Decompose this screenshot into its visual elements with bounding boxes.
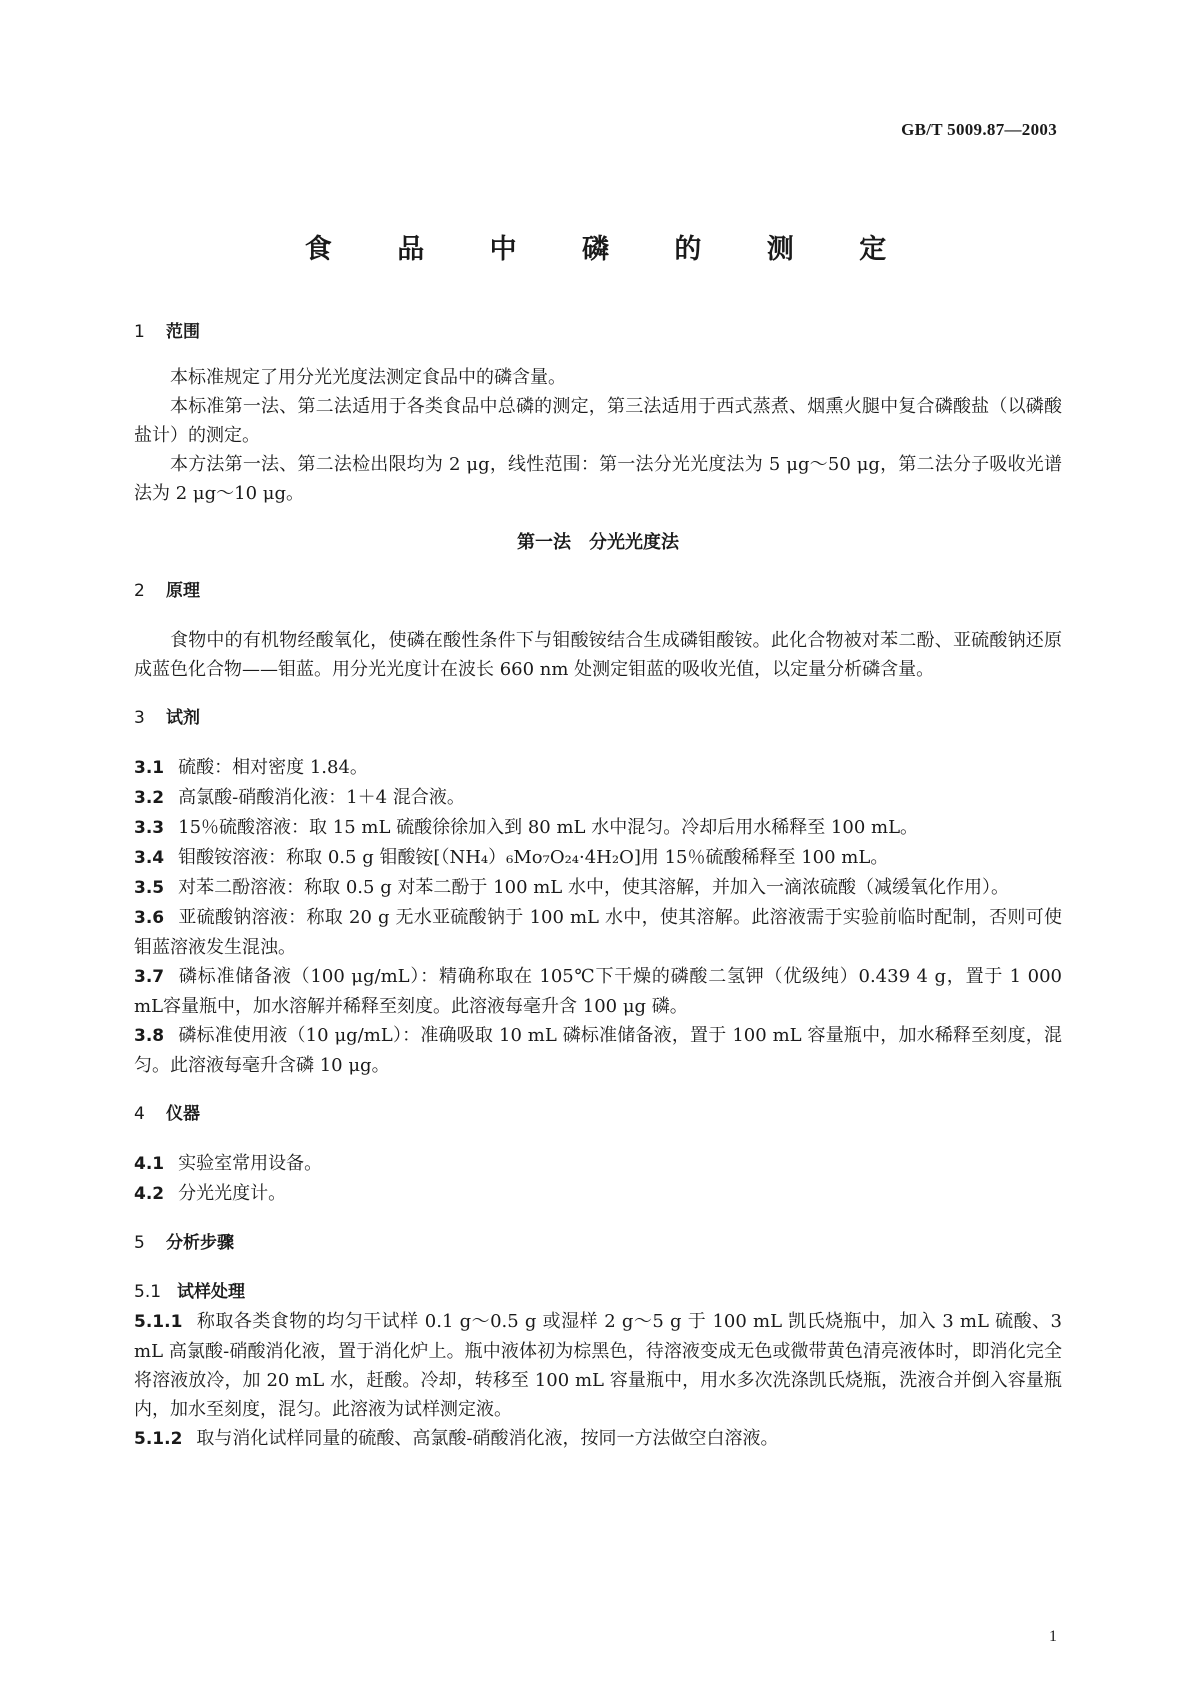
page-number: 1: [1049, 1628, 1057, 1645]
section-1-heading: 1 范围: [134, 322, 200, 342]
procedure-item: 5.1.1 称取各类食物的均匀干试样 0.1 g～0.5 g 或湿样 2 g～5 g 于 100 mL 凯氏烧瓶中，加入 3 mL 硫酸、3 mL 高氯酸-硝酸消化液，置于消化炉上。瓶中液体初为棕黑色，待溶液变成无色或微带黄色清亮液体时，即消化完全将溶液放冷，加 20 mL 水，赶酸。冷却，转移至 100 mL 容量瓶中，用水多次洗涤凯氏烧瓶，洗液合并倒入容量瓶内，加水至刻度，混匀。此溶液为试样测定液。: [134, 1311, 1062, 1420]
section-2-para-1: 食物中的有机物经酸氧化，使磷在酸性条件下与钼酸铵结合生成磷钼酸铵。此化合物被对苯二酚、亚硫酸钠还原成蓝色化合物——钼蓝。用分光光度计在波长 660 nm 处测定钼蓝的吸收光值，以定量分析磷含量。: [134, 630, 1062, 680]
section-3-heading: 3 试剂: [134, 708, 200, 728]
section-1-para-2: 本标准第一法、第二法适用于各类食品中总磷的测定，第三法适用于西式蒸煮、烟熏火腿中复合磷酸盐（以磷酸盐计）的测定。: [134, 396, 1062, 446]
reagent-item: 3.8 磷标准使用液（10 μg/mL）：准确吸取 10 mL 磷标准储备液，置于 100 mL 容量瓶中，加水稀释至刻度，混匀。此溶液每毫升含磷 10 μg。: [134, 1025, 1062, 1076]
reagent-item: 3.7 磷标准储备液（100 μg/mL）：精确称取在 105℃下干燥的磷酸二氢钾（优级纯）0.439 4 g，置于 1 000 mL容量瓶中，加水溶解并稀释至刻度。此溶液每毫升含 100 μg 磷。: [134, 966, 1062, 1017]
instrument-item: 4.1 实验室常用设备。: [134, 1153, 323, 1174]
section-4-heading: 4 仪器: [134, 1104, 200, 1124]
method-1-heading: 第一法 分光光度法: [517, 532, 679, 553]
instrument-item: 4.2 分光光度计。: [134, 1183, 287, 1204]
subsection-5-1-heading: 5.1 试样处理: [134, 1282, 246, 1302]
section-5-heading: 5 分析步骤: [134, 1233, 234, 1253]
reagent-item: 3.6 亚硫酸钠溶液：称取 20 g 无水亚硫酸钠于 100 mL 水中，使其溶解。此溶液需于实验前临时配制，否则可使钼蓝溶液发生混浊。: [134, 907, 1062, 958]
reagent-item: 3.5 对苯二酚溶液：称取 0.5 g 对苯二酚于 100 mL 水中，使其溶解，并加入一滴浓硫酸（减缓氧化作用）。: [134, 877, 1009, 898]
section-2-heading: 2 原理: [134, 581, 200, 601]
section-1-para-3: 本方法第一法、第二法检出限均为 2 μg，线性范围：第一法分光光度法为 5 μg～50 μg，第二法分子吸收光谱法为 2 μg～10 μg。: [134, 454, 1062, 504]
reagent-item: 3.3 15％硫酸溶液：取 15 mL 硫酸徐徐加入到 80 mL 水中混匀。冷却后用水稀释至 100 mL。: [134, 817, 919, 838]
reagent-item: 3.2 高氯酸-硝酸消化液：1＋4 混合液。: [134, 787, 465, 808]
reagent-item: 3.4 钼酸铵溶液：称取 0.5 g 钼酸铵[（NH₄）₆Mo₇O₂₄·4H₂O]用 15％硫酸稀释至 100 mL。: [134, 847, 889, 868]
standard-code: GB/T 5009.87—2003: [901, 120, 1057, 139]
document-body: [134, 318, 1062, 1454]
page-title: 食 品 中 磷 的 测 定: [304, 234, 915, 265]
procedure-item: 5.1.2 取与消化试样同量的硫酸、高氯酸-硝酸消化液，按同一方法做空白溶液。: [134, 1428, 779, 1449]
reagent-item: 3.1 硫酸：相对密度 1.84。: [134, 757, 368, 778]
section-1-para-1: 本标准规定了用分光光度法测定食品中的磷含量。: [170, 367, 566, 388]
